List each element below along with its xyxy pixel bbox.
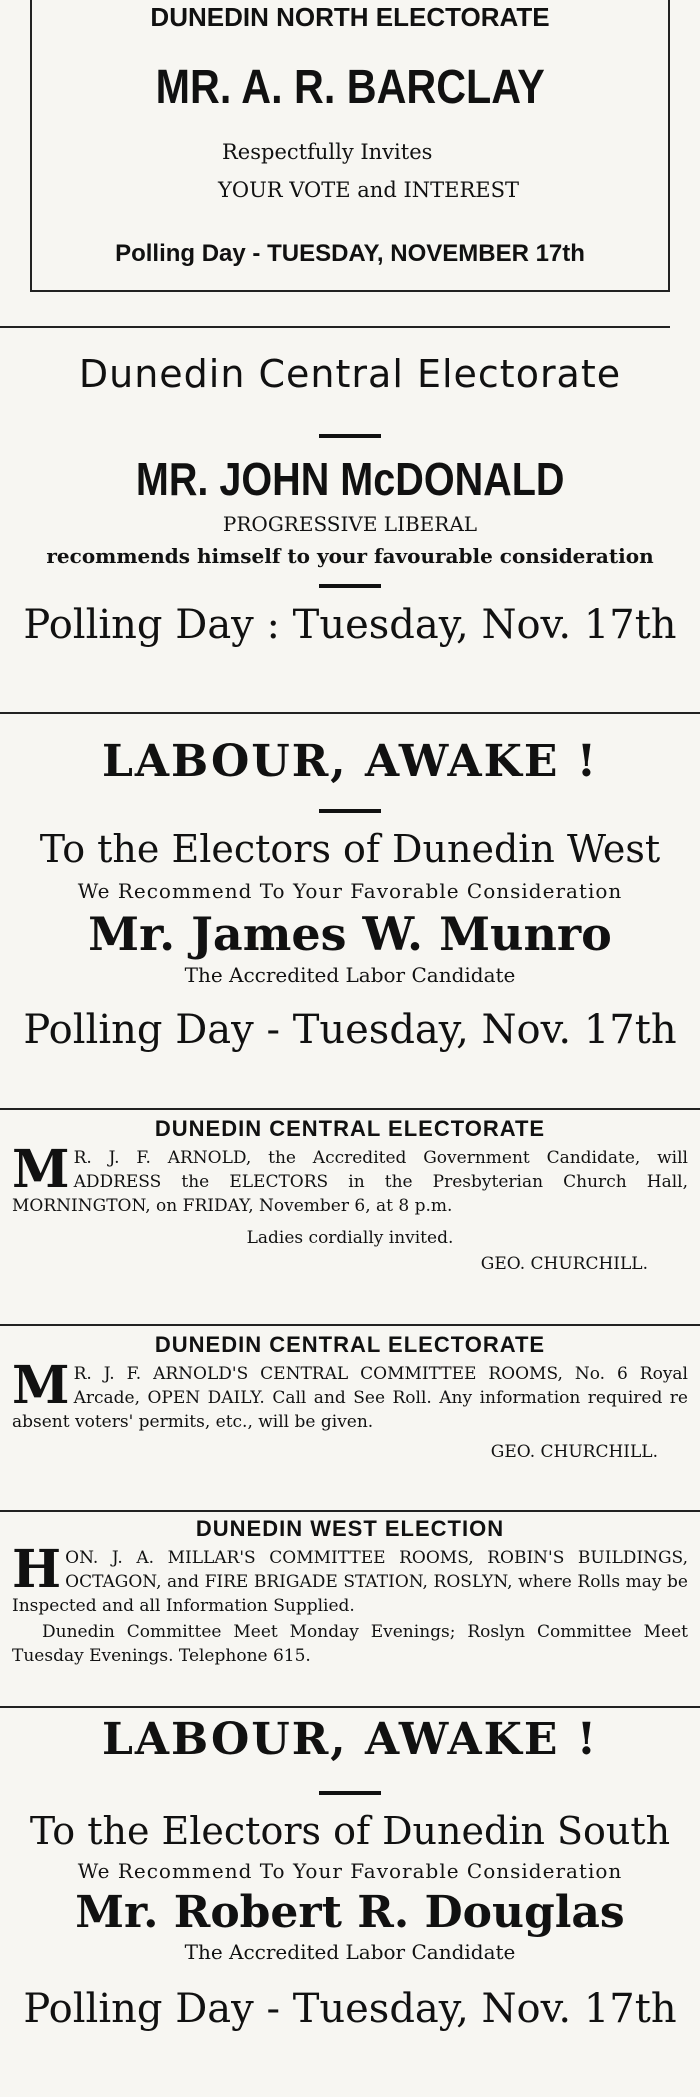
divider (0, 1108, 700, 1110)
ad7-electors: To the Electors of Dunedin South (29, 1809, 671, 1853)
ad3-candidate-name: Mr. James W. Munro (88, 907, 612, 961)
ad3-polling-day: Polling Day - Tuesday, Nov. 17th (23, 1007, 677, 1053)
ad6-dropcap: H (12, 1539, 62, 1600)
ad1-vote-interest: YOUR VOTE and INTEREST (218, 178, 519, 202)
ad7-polling-day: Polling Day - Tuesday, Nov. 17th (23, 1986, 677, 2032)
ad4-body: R. J. F. ARNOLD, the Accredited Government Candidate, will ADDRESS the ELECTORS in the Presbyterian Church Hall, MORNINGTON, on FRIDAY, November 6, at 8 p.m. (12, 1148, 688, 1216)
ad4-signature: GEO. CHURCHILL. (480, 1254, 648, 1274)
ad6-meetings: Dunedin Committee Meet Monday Evenings; Roslyn Committee Meet Tuesday Evenings. Telephone 615. (12, 1622, 688, 1666)
ad1-candidate-name: MR. A. R. BARCLAY (155, 61, 545, 114)
ad3-electors: To the Electors of Dunedin West (39, 827, 661, 871)
divider (0, 326, 670, 328)
ad1-invites: Respectfully Invites (222, 140, 433, 164)
ad3-accredited: The Accredited Labor Candidate (184, 963, 516, 987)
ad2-heading: Dunedin Central Electorate (78, 352, 622, 396)
ad5-heading: DUNEDIN CENTRAL ELECTORATE (154, 1332, 546, 1357)
ad6-body: ON. J. A. MILLAR'S COMMITTEE ROOMS, ROBIN'S BUILDINGS, OCTAGON, and FIRE BRIGADE STATION, ROSLYN, where Rolls may be Inspected and all Information Supplied. (12, 1548, 688, 1616)
short-divider (319, 434, 381, 438)
ad-arnold-address (12, 1116, 688, 1274)
ad5-signature: GEO. CHURCHILL. (490, 1442, 658, 1462)
ad4-heading: DUNEDIN CENTRAL ELECTORATE (154, 1116, 546, 1141)
divider (0, 712, 700, 714)
short-divider (319, 584, 381, 588)
ad2-candidate-name: MR. JOHN McDONALD (135, 453, 565, 505)
ad1-polling-day: Polling Day - TUESDAY, NOVEMBER 17th (115, 240, 585, 267)
ad3-recommend: We Recommend To Your Favorable Consideration (77, 879, 623, 903)
ad2-polling-day: Polling Day : Tuesday, Nov. 17th (23, 602, 677, 648)
ad2-recommendation: recommends himself to your favourable consideration (46, 544, 654, 568)
ad3-heading: LABOUR, AWAKE ! (101, 736, 599, 787)
ad7-recommend: We Recommend To Your Favorable Consideration (77, 1859, 623, 1883)
ad-labour-south (0, 1714, 700, 2032)
ad-dunedin-north (30, 0, 670, 292)
ad-labour-west (0, 736, 700, 1053)
ad6-heading: DUNEDIN WEST ELECTION (195, 1516, 505, 1541)
ad5-dropcap: M (12, 1355, 70, 1416)
ad7-candidate-name: Mr. Robert R. Douglas (75, 1887, 625, 1938)
divider (0, 1324, 700, 1326)
short-divider (319, 809, 381, 813)
ad7-heading: LABOUR, AWAKE ! (101, 1714, 599, 1765)
ad2-party: PROGRESSIVE LIBERAL (222, 512, 478, 536)
ad7-accredited: The Accredited Labor Candidate (184, 1940, 516, 1964)
ad-arnold-committee (12, 1332, 688, 1462)
ad4-dropcap: M (12, 1139, 70, 1200)
divider (0, 1510, 700, 1512)
divider (0, 1706, 700, 1708)
ad-dunedin-west-election (12, 1516, 688, 1668)
ad-dunedin-central (0, 352, 700, 648)
ad1-heading: DUNEDIN NORTH ELECTORATE (150, 2, 550, 32)
ad4-ladies: Ladies cordially invited. (246, 1228, 454, 1248)
short-divider (319, 1791, 381, 1795)
ad5-body: R. J. F. ARNOLD'S CENTRAL COMMITTEE ROOMS, No. 6 Royal Arcade, OPEN DAILY. Call and See Roll. Any information required re absent voters' permits, etc., will be given. (12, 1364, 688, 1432)
